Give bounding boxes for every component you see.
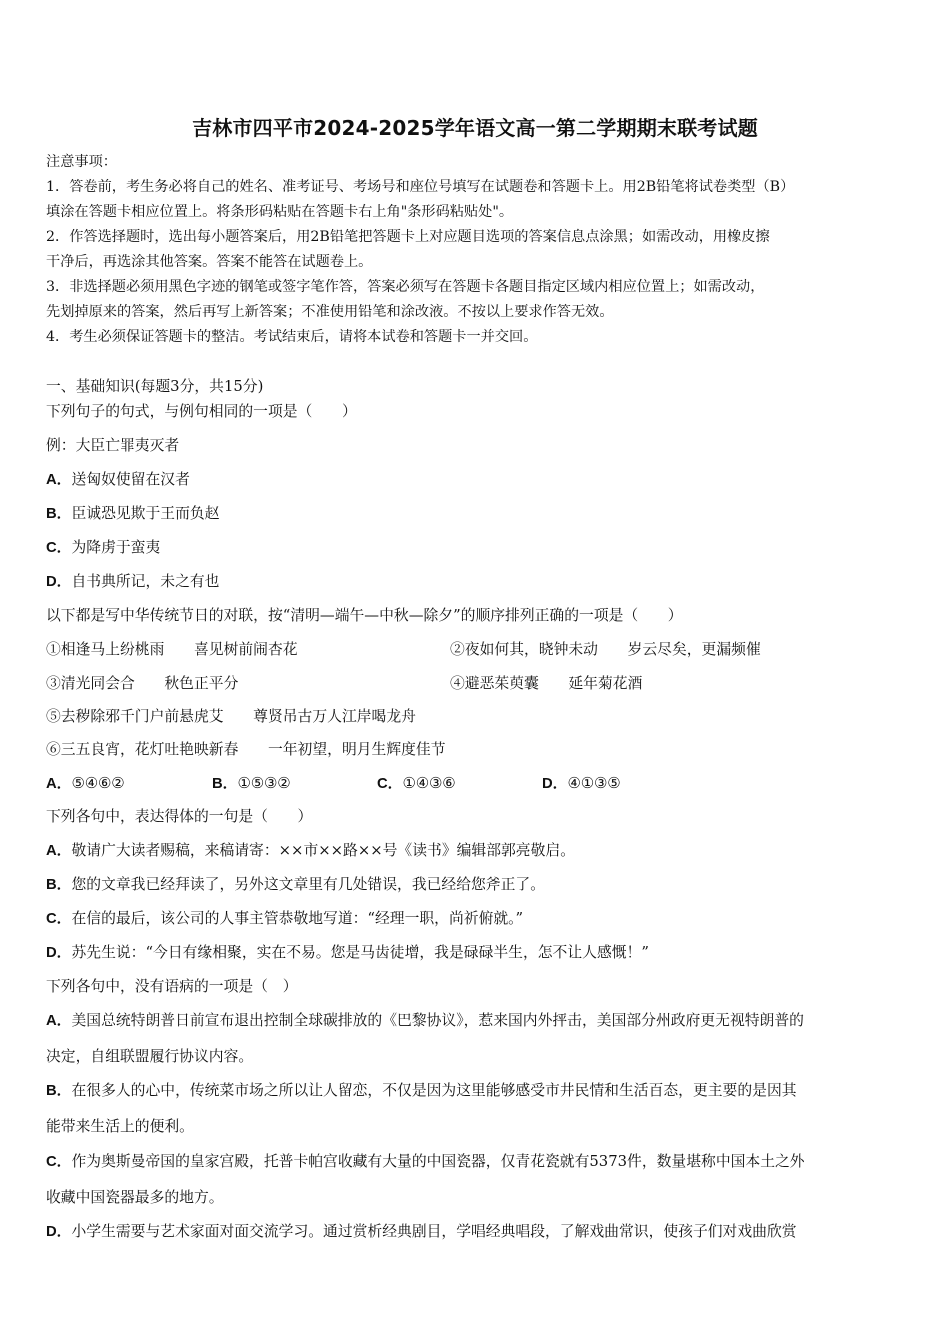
question-4-option-b-cont: 能带来生活上的便利。 <box>46 1118 194 1135</box>
question-3-option-c: C．在信的最后，该公司的人事主管恭敬地写道：“经理一职，尚祈俯就。” <box>46 910 524 927</box>
question-1-option-a: A．送匈奴使留在汉者 <box>46 471 190 488</box>
question-2-stem: 以下都是写中华传统节日的对联，按“清明—端午—中秋—除夕”的顺序排列正确的一项是（ ） <box>46 607 683 624</box>
couplet-3: ③清光同会合 秋色正平分 <box>46 675 239 692</box>
question-1-option-b: B．臣诚恐见欺于王而负赵 <box>46 505 220 522</box>
notes-line: 填涂在答题卡相应位置上。将条形码粘贴在答题卡右上角"条形码粘贴处"。 <box>46 204 514 220</box>
notes-line: 4．考生必须保证答题卡的整洁。考试结束后，请将本试卷和答题卡一并交回。 <box>46 329 538 345</box>
notes-line: 2．作答选择题时，选出每小题答案后，用2B铅笔把答题卡上对应题目选项的答案信息点涂黑；如需改动，用橡皮擦 <box>46 229 770 245</box>
couplet-5: ⑤去秽除邪千门户前悬虎艾 尊贤吊古万人江岸喝龙舟 <box>46 708 416 725</box>
question-1-stem: 下列句子的句式，与例句相同的一项是（ ） <box>46 403 357 420</box>
notes-line: 3．非选择题必须用黑色字迹的钢笔或签字笔作答，答案必须写在答题卡各题目指定区域内相应位置上；如需改动， <box>46 279 765 295</box>
question-4-option-c-cont: 收藏中国瓷器最多的地方。 <box>46 1189 224 1206</box>
question-2-option-a: A．⑤④⑥② <box>46 775 125 792</box>
question-2-option-c: C．①④③⑥ <box>377 775 456 792</box>
question-4-option-a: A．美国总统特朗普日前宣布退出控制全球碳排放的《巴黎协议》，惹来国内外抨击，美国部分州政府更无视特朗普的 <box>46 1012 804 1029</box>
question-3-stem: 下列各句中，表达得体的一句是（ ） <box>46 808 313 825</box>
couplet-2: ②夜如何其，晓钟未动 岁云尽矣，更漏频催 <box>450 641 761 658</box>
notes-line: 干净后，再选涂其他答案。答案不能答在试题卷上。 <box>46 254 373 270</box>
question-4-option-a-cont: 决定，自组联盟履行协议内容。 <box>46 1048 254 1065</box>
question-1-example: 例：大臣亡罪夷灭者 <box>46 437 180 454</box>
question-1-option-c: C．为降虏于蛮夷 <box>46 539 161 556</box>
couplet-4: ④避恶茱萸囊 延年菊花酒 <box>450 675 643 692</box>
question-3-option-b: B．您的文章我已经拜读了，另外这文章里有几处错误，我已经给您斧正了。 <box>46 876 545 893</box>
question-3-option-a: A．敬请广大读者赐稿，来稿请寄：××市××路××号《读书》编辑部郭亮敬启。 <box>46 842 575 859</box>
couplet-1: ①相逢马上纷桃雨 喜见树前闹杏花 <box>46 641 298 658</box>
section-heading: 一、基础知识(每题3分，共15分) <box>46 378 264 395</box>
page-title: 吉林市四平市2024-2025学年语文高一第二学期期末联考试题 <box>192 116 758 140</box>
question-4-option-c: C．作为奥斯曼帝国的皇家宫殿，托普卡帕宫收藏有大量的中国瓷器，仅青花瓷就有5373件，数量堪称中国本土之外 <box>46 1153 805 1170</box>
couplet-6: ⑥三五良宵，花灯吐艳映新春 一年初望，明月生辉度佳节 <box>46 741 446 758</box>
notes-line: 1．答卷前，考生务必将自己的姓名、准考证号、考场号和座位号填写在试题卷和答题卡上。用2B铅笔将试卷类型（B） <box>46 179 795 195</box>
question-1-option-d: D．自书典所记，未之有也 <box>46 573 220 590</box>
question-3-option-d: D．苏先生说：“今日有缘相聚，实在不易。您是马齿徒增，我是碌碌半生，怎不让人感慨！” <box>46 944 649 961</box>
question-4-option-b: B．在很多人的心中，传统菜市场之所以让人留恋，不仅是因为这里能够感受市井民情和生活百态，更主要的是因其 <box>46 1082 797 1099</box>
exam-notes <box>46 150 908 350</box>
notes-line: 先划掉原来的答案，然后再写上新答案；不准使用铅笔和涂改液。不按以上要求作答无效。 <box>46 304 614 320</box>
question-4-option-d: D．小学生需要与艺术家面对面交流学习。通过赏析经典剧目，学唱经典唱段，了解戏曲常识，使孩子们对戏曲欣赏 <box>46 1223 797 1240</box>
question-4-stem: 下列各句中，没有语病的一项是（ ） <box>46 978 298 995</box>
notes-heading: 注意事项： <box>46 154 117 170</box>
question-2-option-d: D．④①③⑤ <box>542 775 621 792</box>
question-2-option-b: B．①⑤③② <box>212 775 291 792</box>
